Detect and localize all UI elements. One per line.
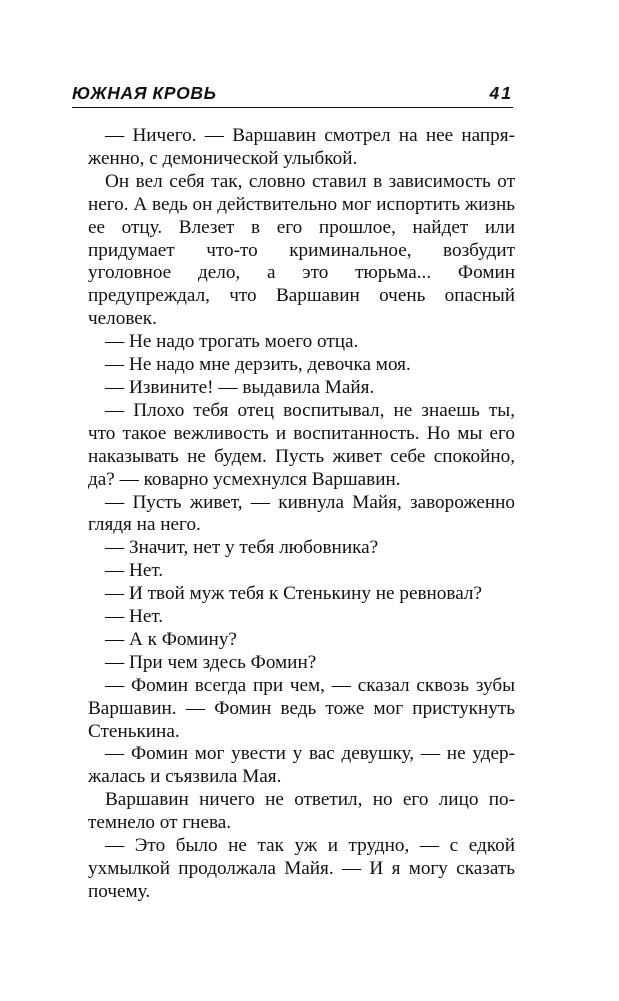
book-title: ЮЖНАЯ КРОВЬ [72,83,217,103]
paragraph: — При чем здесь Фомин? [105,651,317,673]
paragraph: — И твой муж тебя к Стенькину не ревновал? [105,583,482,605]
paragraph: — Не надо мне дерзить, девочка моя. [105,354,411,376]
paragraph: — Извините! — выдавила Майя. [105,376,375,398]
paragraph: — Ничего. — Варшавин смотрел на нее напряженно, с демонической улыбкой. [88,125,515,169]
paragraph: — Нет. [105,606,164,628]
running-header [72,77,513,108]
page-number: 41 [489,83,513,103]
text-body [88,125,515,904]
paragraph: — Пусть живет, — кивнула Майя, завороженно глядя на него. [88,491,515,536]
paragraph: Варшавин ничего не ответил, но его лицо потемнело от гнева. [88,789,515,834]
paragraph: — Фомин мог увести у вас девушку, — не удержалась и съязвила Мая. [88,743,515,788]
paragraph: — Нет. [105,560,164,582]
paragraph: Он вел себя так, словно ставил в зависимость от него. А ведь он действительно мог испортить жизнь ее отцу. Влезет в его прошлое, найдет или придумает что-то криминальное, возбудит уголовное дело, а это тюрьма... Фомин предупреждал, что Варшавин очень опасный человек. [88,170,515,330]
paragraph: — Не надо трогать моего отца. [105,331,359,353]
paragraph: — А к Фомину? [105,628,237,650]
paragraph: — Фомин всегда при чем, — сказал сквозь зубы Варшавин. — Фомин ведь тоже мог пристукнуть Стенькина. [88,674,515,742]
paragraph: — Значит, нет у тебя любовника? [105,537,379,559]
paragraph: — Это было не так уж и трудно, — с едкой ухмылкой продолжала Майя. — И я могу сказать почему. [88,835,515,902]
paragraph: — Плохо тебя отец воспитывал, не знаешь ты, что такое вежливость и воспитанность. Но мы его наказывать не будем. Пусть живет себе спокойно, да? — коварно усмехнулся Варшавин. [88,399,515,490]
